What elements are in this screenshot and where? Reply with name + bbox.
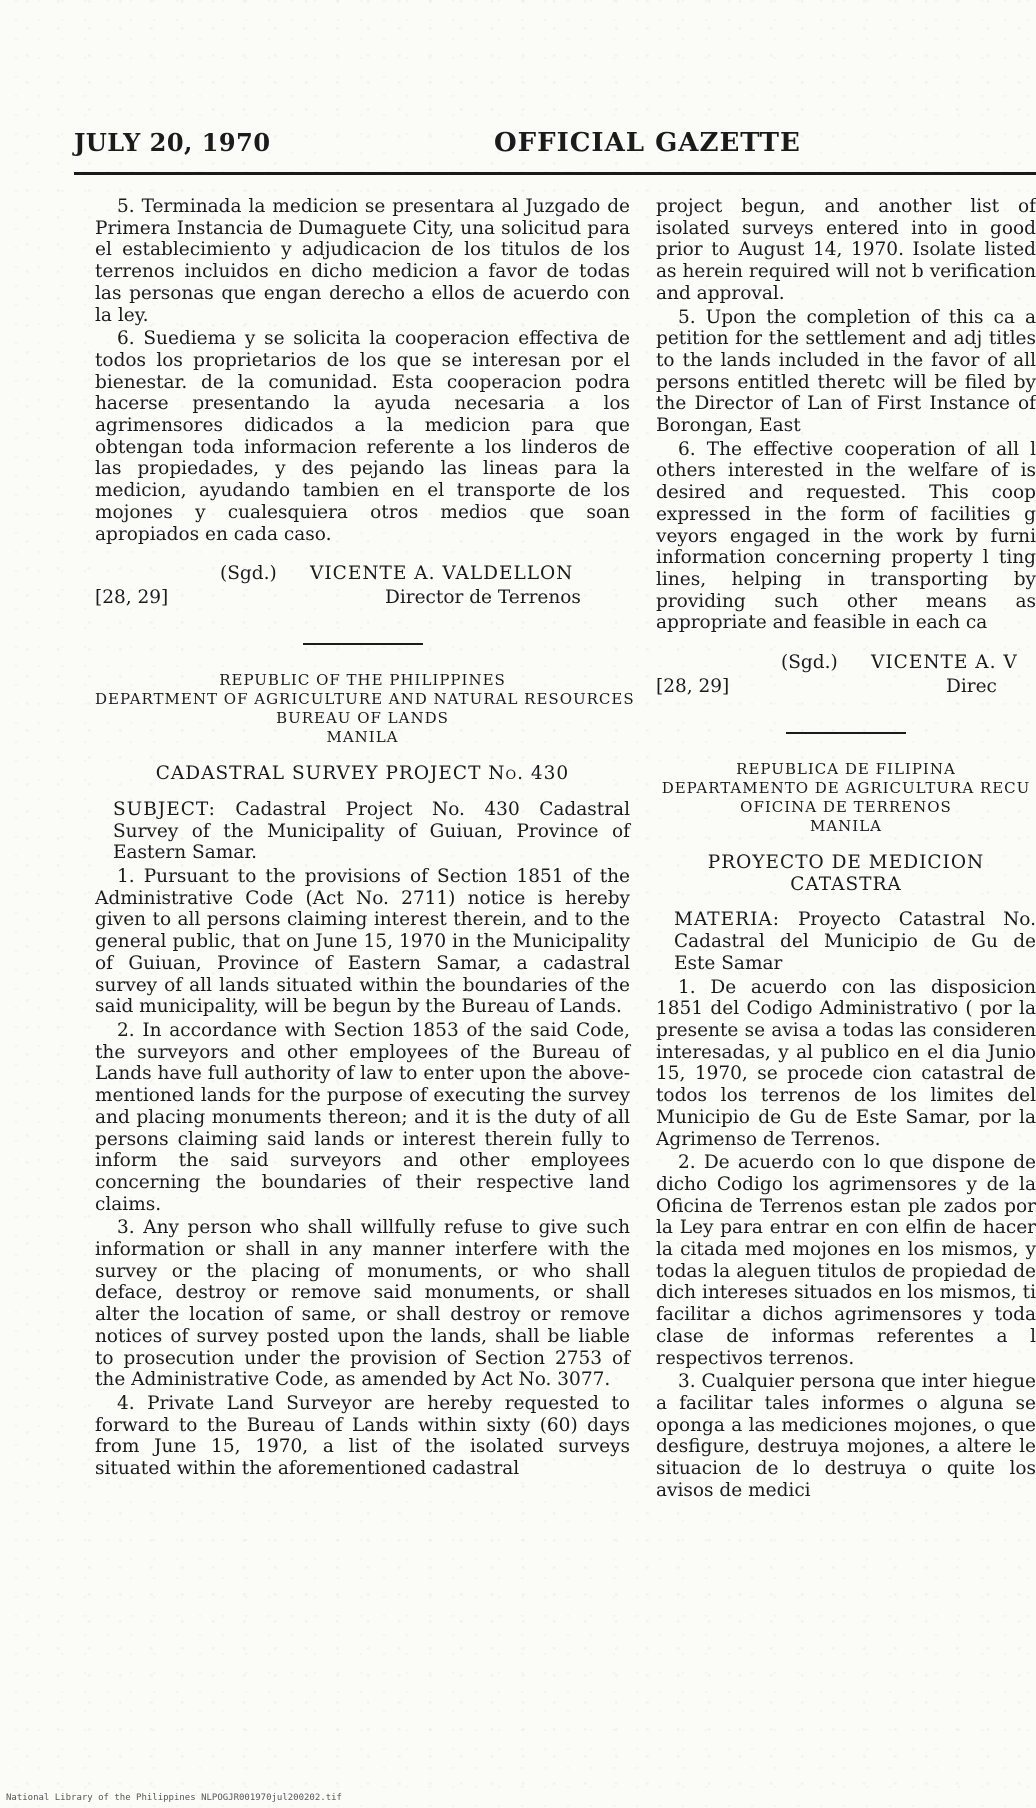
- agency-heading: [656, 760, 1036, 836]
- agency-line: REPUBLIC OF THE PHILIPPINES: [219, 671, 506, 690]
- paragraph-3-en: 3. Any person who shall willfully refuse to give such information or shall in any manner interfere with the survey or the placing of monuments, or who shall deface, destroy or remove said monuments, or shall alter the location of same, or shall destroy or remove notices of survey posted upon the lands, shall be liable to prosecution under the provision of Section 2753 of the Administrative Code, as amended by Act No. 3077.: [95, 1217, 630, 1391]
- paragraph-6-es: 6. Suediema y se solicita la cooperacion effectiva de todos los proprietarios de los que se interesan por el bienestar. de la comunidad. Esta cooperacion podra hacerse presentando la ayuda necesaria a los agrimensores didicados a la medicion para que obtengan toda informacion referente a los linderos de las propiedades, y des pejando las lineas para la medicion, ayudando tambien en el transporte de los mojones y cualesquiera otros medios que soan apropiados en cada caso.: [95, 328, 630, 545]
- agency-line: DEPARTMENT OF AGRICULTURE AND NATURAL RESOURCES: [95, 690, 635, 709]
- subject-label: MATERIA:: [674, 909, 780, 931]
- section-divider: [303, 643, 423, 645]
- subject-text: Proyecto Catastral No. Cadastral del Municipio de Gu de Este Samar: [674, 909, 1036, 974]
- signature-block: [95, 563, 630, 609]
- sgd-label: (Sgd.): [781, 652, 838, 674]
- paragraph-2-es: 2. De acuerdo con lo que dispone de dicho Codigo los agrimensores y de la Oficina de Terrenos estan ple zados por la Ley para entrar en con elfin de hacer la citada med mojones en los mismos, y todas la aleguen titulos de propiedad de dich intereses situados en los mismos, ti facilitar a dichos agrimensores y toda clase de informas referentes a l respectivos terrenos.: [656, 1152, 1036, 1369]
- project-title: PROYECTO DE MEDICION CATASTRA: [707, 852, 985, 895]
- scan-footer: National Library of the Philippines NLPOGJR001970jul200202.tif: [6, 1793, 342, 1803]
- paragraph-6-en: 6. The effective cooperation of all l others interested in the welfare of is desired and requested. This coop expressed in the form of facilities g veyors engaged in the work by furni information concerning property l ting lines, helping in transporting by providing such other means as appropriate and feasible in each ca: [656, 438, 1036, 634]
- paragraph-1-en: 1. Pursuant to the provisions of Section 1851 of the Administrative Code (Act No. 2711) notice is hereby given to all persons claiming interest therein, and to the general public, that on June 15, 1970 in the Municipality of Guiuan, Province of Eastern Samar, a cadastral survey of all lands situated within the boundaries of the said municipality, will be begun by the Bureau of Lands.: [95, 866, 630, 1018]
- subject-label: SUBJECT:: [113, 798, 216, 820]
- left-column: [95, 196, 635, 1482]
- agency-line: BUREAU OF LANDS: [276, 709, 449, 728]
- page-header: [74, 128, 1036, 162]
- agency-line: OFICINA DE TERRENOS: [740, 798, 952, 817]
- paragraph-5-es: 5. Terminada la medicion se presentara al Juzgado de Primera Instancia de Dumaguete City, una solicitud para el establecimiento y adjudicacion de los titulos de los terrenos incluidos en dicho medicion a favor de todas las personas que engan derecho a ellos de acuerdo con la ley.: [95, 196, 630, 326]
- issue-date: JULY 20, 1970: [74, 128, 271, 157]
- signatory-title: Director de Terrenos: [385, 587, 581, 609]
- paragraph-5-en: 5. Upon the completion of this ca a petition for the settlement and adj titles to the lands included in the favor of all persons entitled theretc will be filed by the Director of Lan of First Instance of Borongan, East: [656, 306, 1036, 437]
- agency-heading: [95, 671, 635, 747]
- issue-reference: [28, 29]: [656, 676, 730, 698]
- section-divider: [786, 732, 906, 734]
- issue-reference: [28, 29]: [95, 587, 169, 609]
- publication-title: OFFICIAL GAZETTE: [494, 128, 801, 158]
- paragraph-3-es: 3. Cualquier persona que inter hiegue a facilitar tales informes o alguna se oponga a las mediciones mojones, o que desfigure, destruya mojones, a altere le situacion de lo destruya o quite los avisos de medici: [656, 1371, 1036, 1501]
- signatory-name: VICENTE A. V: [871, 652, 1018, 674]
- subject-text: Cadastral Project No. 430 Cadastral Survey of the Municipality of Guiuan, Province of Eastern Samar.: [113, 798, 630, 864]
- header-rule: [74, 172, 1036, 175]
- paragraph-2-en: 2. In accordance with Section 1853 of the said Code, the surveyors and other employees of the Bureau of Lands have full authority of law to enter upon the above-mentioned lands for the purpose of executing the survey and placing monuments thereon; and it is the duty of all persons claiming said lands or interest therein fully to inform the said surveyors and other employees concerning the boundaries of their respective land claims.: [95, 1019, 630, 1215]
- sgd-label: (Sgd.): [220, 563, 277, 585]
- subject-line: [656, 909, 1036, 974]
- project-title: CADASTRAL SURVEY PROJECT No. 430: [155, 763, 570, 785]
- right-column: [656, 196, 1036, 1503]
- signatory-title: Direc: [946, 676, 997, 698]
- subject-line: [95, 799, 630, 864]
- paragraph-4-en: 4. Private Land Surveyor are hereby requested to forward to the Bureau of Lands within sixty (60) days from June 15, 1970, a list of the isolated surveys situated within the aforementioned cadastral: [95, 1392, 630, 1480]
- signatory-name: VICENTE A. VALDELLON: [310, 563, 574, 585]
- paragraph-1-es: 1. De acuerdo con las disposicion 1851 del Codigo Administrativo ( por la presente se avisa a todas las consideren interesadas, y al publico en el dia Junio 15, 1970, se procede cion catastral de todos los terrenos de los limites del Municipio de Gu de Este Samar, por la Agrimenso de Terrenos.: [656, 976, 1036, 1150]
- agency-line: DEPARTAMENTO DE AGRICULTURA RECU: [661, 779, 1031, 798]
- agency-line: MANILA: [326, 728, 399, 747]
- paragraph-4-en-cont: project begun, and another list of isolated surveys entered into in good prior to August 14, 1970. Isolate listed as herein required will not b verification and approval.: [656, 196, 1036, 304]
- agency-line: REPUBLICA DE FILIPINA: [736, 760, 956, 779]
- agency-line: MANILA: [809, 817, 883, 836]
- signature-block: [656, 652, 1036, 698]
